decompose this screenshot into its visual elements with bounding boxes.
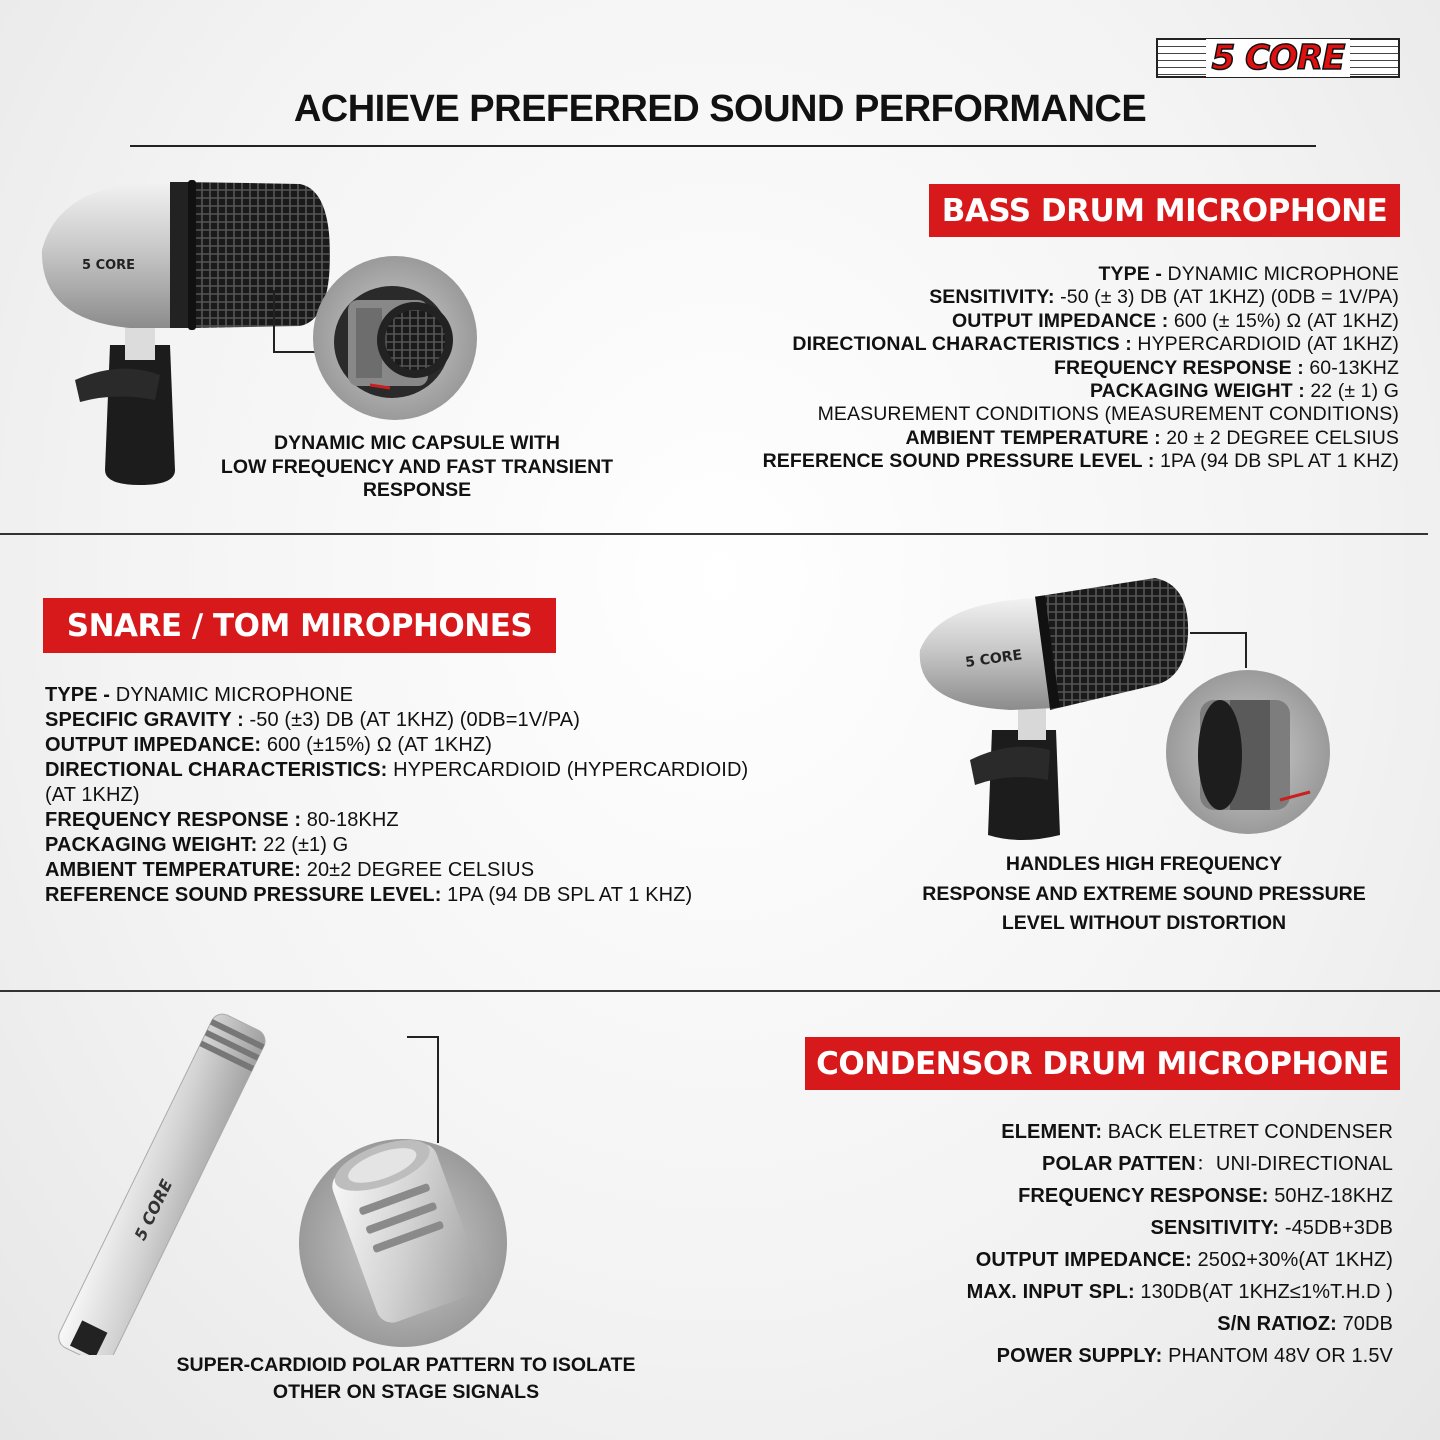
spec-row: POLAR PATTEN：UNI-DIRECTIONAL xyxy=(1042,1153,1393,1175)
condenser-caption xyxy=(150,1352,662,1406)
brand-logo xyxy=(1156,38,1400,78)
spec-row: AMBIENT TEMPERATURE : 20 ± 2 DEGREE CELSIUS xyxy=(905,426,1399,449)
condenser-mic-illustration xyxy=(55,1005,525,1355)
snare-caption-line: RESPONSE AND EXTREME SOUND PRESSURE xyxy=(922,882,1366,905)
condenser-caption-line: OTHER ON STAGE SIGNALS xyxy=(272,1381,540,1403)
snare-tom-mic-illustration xyxy=(900,560,1340,845)
bass-caption-line: RESPONSE xyxy=(362,479,472,501)
spec-row: MAX. INPUT SPL: 130DB(AT 1KHZ≤1%T.H.D ) xyxy=(966,1281,1393,1303)
spec-row: POWER SUPPLY: PHANTOM 48V OR 1.5V xyxy=(996,1345,1393,1367)
spec-row: SENSITIVITY: -45DB+3DB xyxy=(1150,1217,1393,1239)
spec-row: TYPE - DYNAMIC MICROPHONE xyxy=(1098,263,1399,285)
title-underline xyxy=(130,145,1316,147)
spec-row: TYPE - DYNAMIC MICROPHONE xyxy=(45,684,354,706)
spec-row: FREQUENCY RESPONSE: 50HZ-18KHZ xyxy=(1018,1185,1393,1207)
bass-mic-brand: 5 CORE xyxy=(82,258,136,273)
bass-caption xyxy=(200,432,634,503)
condenser-spec-list xyxy=(760,1116,1393,1372)
section-divider xyxy=(0,533,1428,535)
spec-row: ELEMENT: BACK ELETRET CONDENSER xyxy=(1001,1121,1393,1143)
spec-row: AMBIENT TEMPERATURE: 20±2 DEGREE CELSIUS xyxy=(45,859,535,881)
snare-section-tag: SNARE / TOM MIROPHONES xyxy=(43,598,556,653)
bass-spec-list xyxy=(700,263,1399,474)
spec-row: REFERENCE SOUND PRESSURE LEVEL : 1PA (94 DB SPL AT 1 KHZ) xyxy=(762,450,1399,473)
snare-caption xyxy=(900,850,1388,939)
spec-row: OUTPUT IMPEDANCE: 600 (±15%) Ω (AT 1KHZ) xyxy=(45,734,493,756)
bass-section-tag: BASS DRUM MICROPHONE xyxy=(929,184,1400,237)
spec-row: SENSITIVITY: -50 (± 3) DB (AT 1KHZ) (0DB = 1V/PA) xyxy=(929,286,1399,309)
spec-row: MEASUREMENT CONDITIONS (MEASUREMENT CONDITIONS) xyxy=(817,403,1399,426)
spec-row: OUTPUT IMPEDANCE : 600 (± 15%) Ω (AT 1KHZ) xyxy=(952,309,1399,332)
snare-mic-brand: 5 CORE xyxy=(964,647,1024,671)
spec-row: PACKAGING WEIGHT : 22 (± 1) G xyxy=(1089,380,1399,403)
bass-caption-line: LOW FREQUENCY AND FAST TRANSIENT xyxy=(220,455,614,478)
condenser-caption-line: SUPER-CARDIOID POLAR PATTERN TO ISOLATE xyxy=(176,1354,636,1376)
page-title: ACHIEVE PREFERRED SOUND PERFORMANCE xyxy=(293,88,1147,130)
spec-row: FREQUENCY RESPONSE : 80-18KHZ xyxy=(45,809,399,831)
spec-row: FREQUENCY RESPONSE : 60-13KHZ xyxy=(1054,356,1399,379)
spec-row: S/N RATIOZ: 70DB xyxy=(1217,1313,1393,1335)
snare-caption-line: LEVEL WITHOUT DISTORTION xyxy=(1001,912,1287,934)
condenser-section-tag: CONDENSOR DRUM MICROPHONE xyxy=(805,1037,1400,1090)
section-divider xyxy=(0,990,1440,992)
snare-caption-line: HANDLES HIGH FREQUENCY xyxy=(1005,853,1283,875)
spec-row: (AT 1KHZ) xyxy=(45,784,140,806)
spec-row: SPECIFIC GRAVITY : -50 (±3) DB (AT 1KHZ) (0DB=1V/PA) xyxy=(45,709,580,731)
spec-row: PACKAGING WEIGHT: 22 (±1) G xyxy=(45,834,349,856)
spec-row: DIRECTIONAL CHARACTERISTICS : HYPERCARDIOID (AT 1KHZ) xyxy=(792,333,1399,356)
bass-caption-line: DYNAMIC MIC CAPSULE WITH xyxy=(274,432,560,454)
spec-row: OUTPUT IMPEDANCE: 250Ω+30%(AT 1KHZ) xyxy=(975,1249,1393,1271)
brand-logo-text: 5 CORE xyxy=(1206,39,1351,77)
snare-spec-list xyxy=(45,683,805,908)
condenser-mic-brand: 5 CORE xyxy=(130,1176,177,1244)
spec-row: REFERENCE SOUND PRESSURE LEVEL: 1PA (94 DB SPL AT 1 KHZ) xyxy=(45,884,693,906)
spec-row: DIRECTIONAL CHARACTERISTICS: HYPERCARDIOID (HYPERCARDIOID) xyxy=(45,759,749,781)
